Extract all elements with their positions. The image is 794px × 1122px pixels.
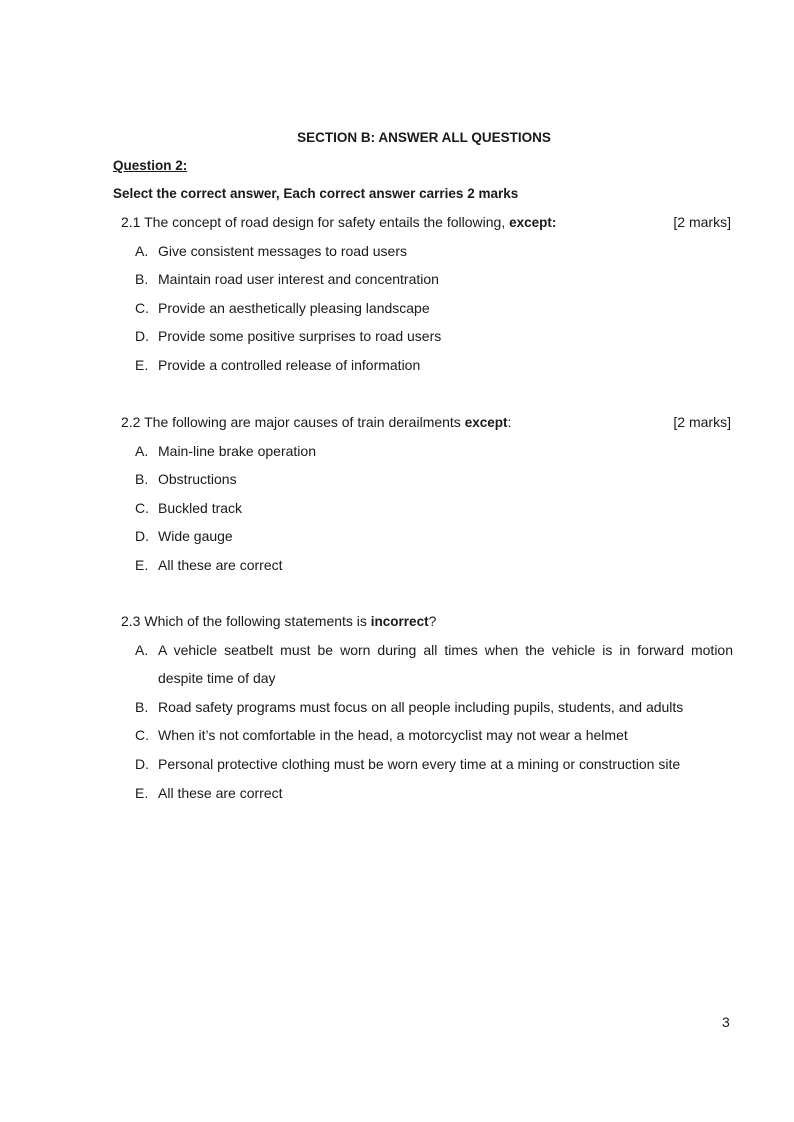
option-text: All these are correct [158, 557, 283, 573]
option-text: despite time of day [158, 670, 276, 686]
option-text: Road safety programs must focus on all people including pupils, students, and adults [158, 699, 684, 715]
option-letter: C. [135, 300, 149, 316]
option-letter: A. [135, 243, 149, 259]
question-stem: Which of the following statements is [144, 613, 367, 629]
question-2-2 [121, 413, 511, 432]
question-2-3 [121, 612, 436, 631]
option-letter: E. [135, 785, 149, 801]
option-text: Provide an aesthetically pleasing landscape [158, 300, 430, 316]
option-text: Main-line brake operation [158, 443, 316, 459]
option-letter: E. [135, 357, 149, 373]
question-marks: [2 marks] [673, 214, 731, 230]
question-2-1 [121, 213, 556, 232]
question-number: 2.2 [121, 414, 141, 430]
instruction: Select the correct answer, Each correct answer carries 2 marks [113, 186, 519, 201]
question-marks: [2 marks] [673, 414, 731, 430]
option-letter: B. [135, 471, 149, 487]
option-text: Give consistent messages to road users [158, 243, 408, 259]
option-text: Wide gauge [158, 528, 233, 544]
option-text: All these are correct [158, 785, 283, 801]
option-text: When it’s not comfortable in the head, a motorcyclist may not wear a helmet [158, 727, 628, 743]
option-letter: D. [135, 528, 149, 544]
option-letter: D. [135, 328, 149, 344]
option-letter: B. [135, 271, 149, 287]
option-letter: C. [135, 500, 149, 516]
option-text: Provide some positive surprises to road users [158, 328, 442, 344]
question-emphasis: incorrect [370, 614, 429, 629]
option-letter: A. [135, 642, 149, 658]
option-text: Buckled track [158, 500, 243, 516]
option-letter: B. [135, 699, 149, 715]
option-letter: A. [135, 443, 149, 459]
option-letter: D. [135, 756, 149, 772]
section-title: SECTION B: ANSWER ALL QUESTIONS [297, 130, 551, 145]
question-suffix: : [507, 414, 512, 430]
question-number: 2.3 [121, 613, 141, 629]
question-heading: Question 2: [113, 158, 188, 173]
option-text: Provide a controlled release of information [158, 357, 421, 373]
option-letter: E. [135, 557, 149, 573]
question-stem: The concept of road design for safety entails the following, [144, 214, 506, 230]
option-text: Maintain road user interest and concentration [158, 271, 439, 287]
option-text: A vehicle seatbelt must be worn during all times when the vehicle is in forward motion [158, 642, 733, 658]
question-emphasis: except [464, 415, 508, 430]
question-emphasis: except: [509, 215, 557, 230]
question-suffix: ? [428, 613, 437, 629]
option-text: Personal protective clothing must be worn every time at a mining or construction site [158, 756, 681, 772]
option-letter: C. [135, 727, 149, 743]
page-number: 3 [722, 1014, 730, 1030]
question-number: 2.1 [121, 214, 141, 230]
question-stem: The following are major causes of train derailments [144, 414, 461, 430]
option-text: Obstructions [158, 471, 237, 487]
